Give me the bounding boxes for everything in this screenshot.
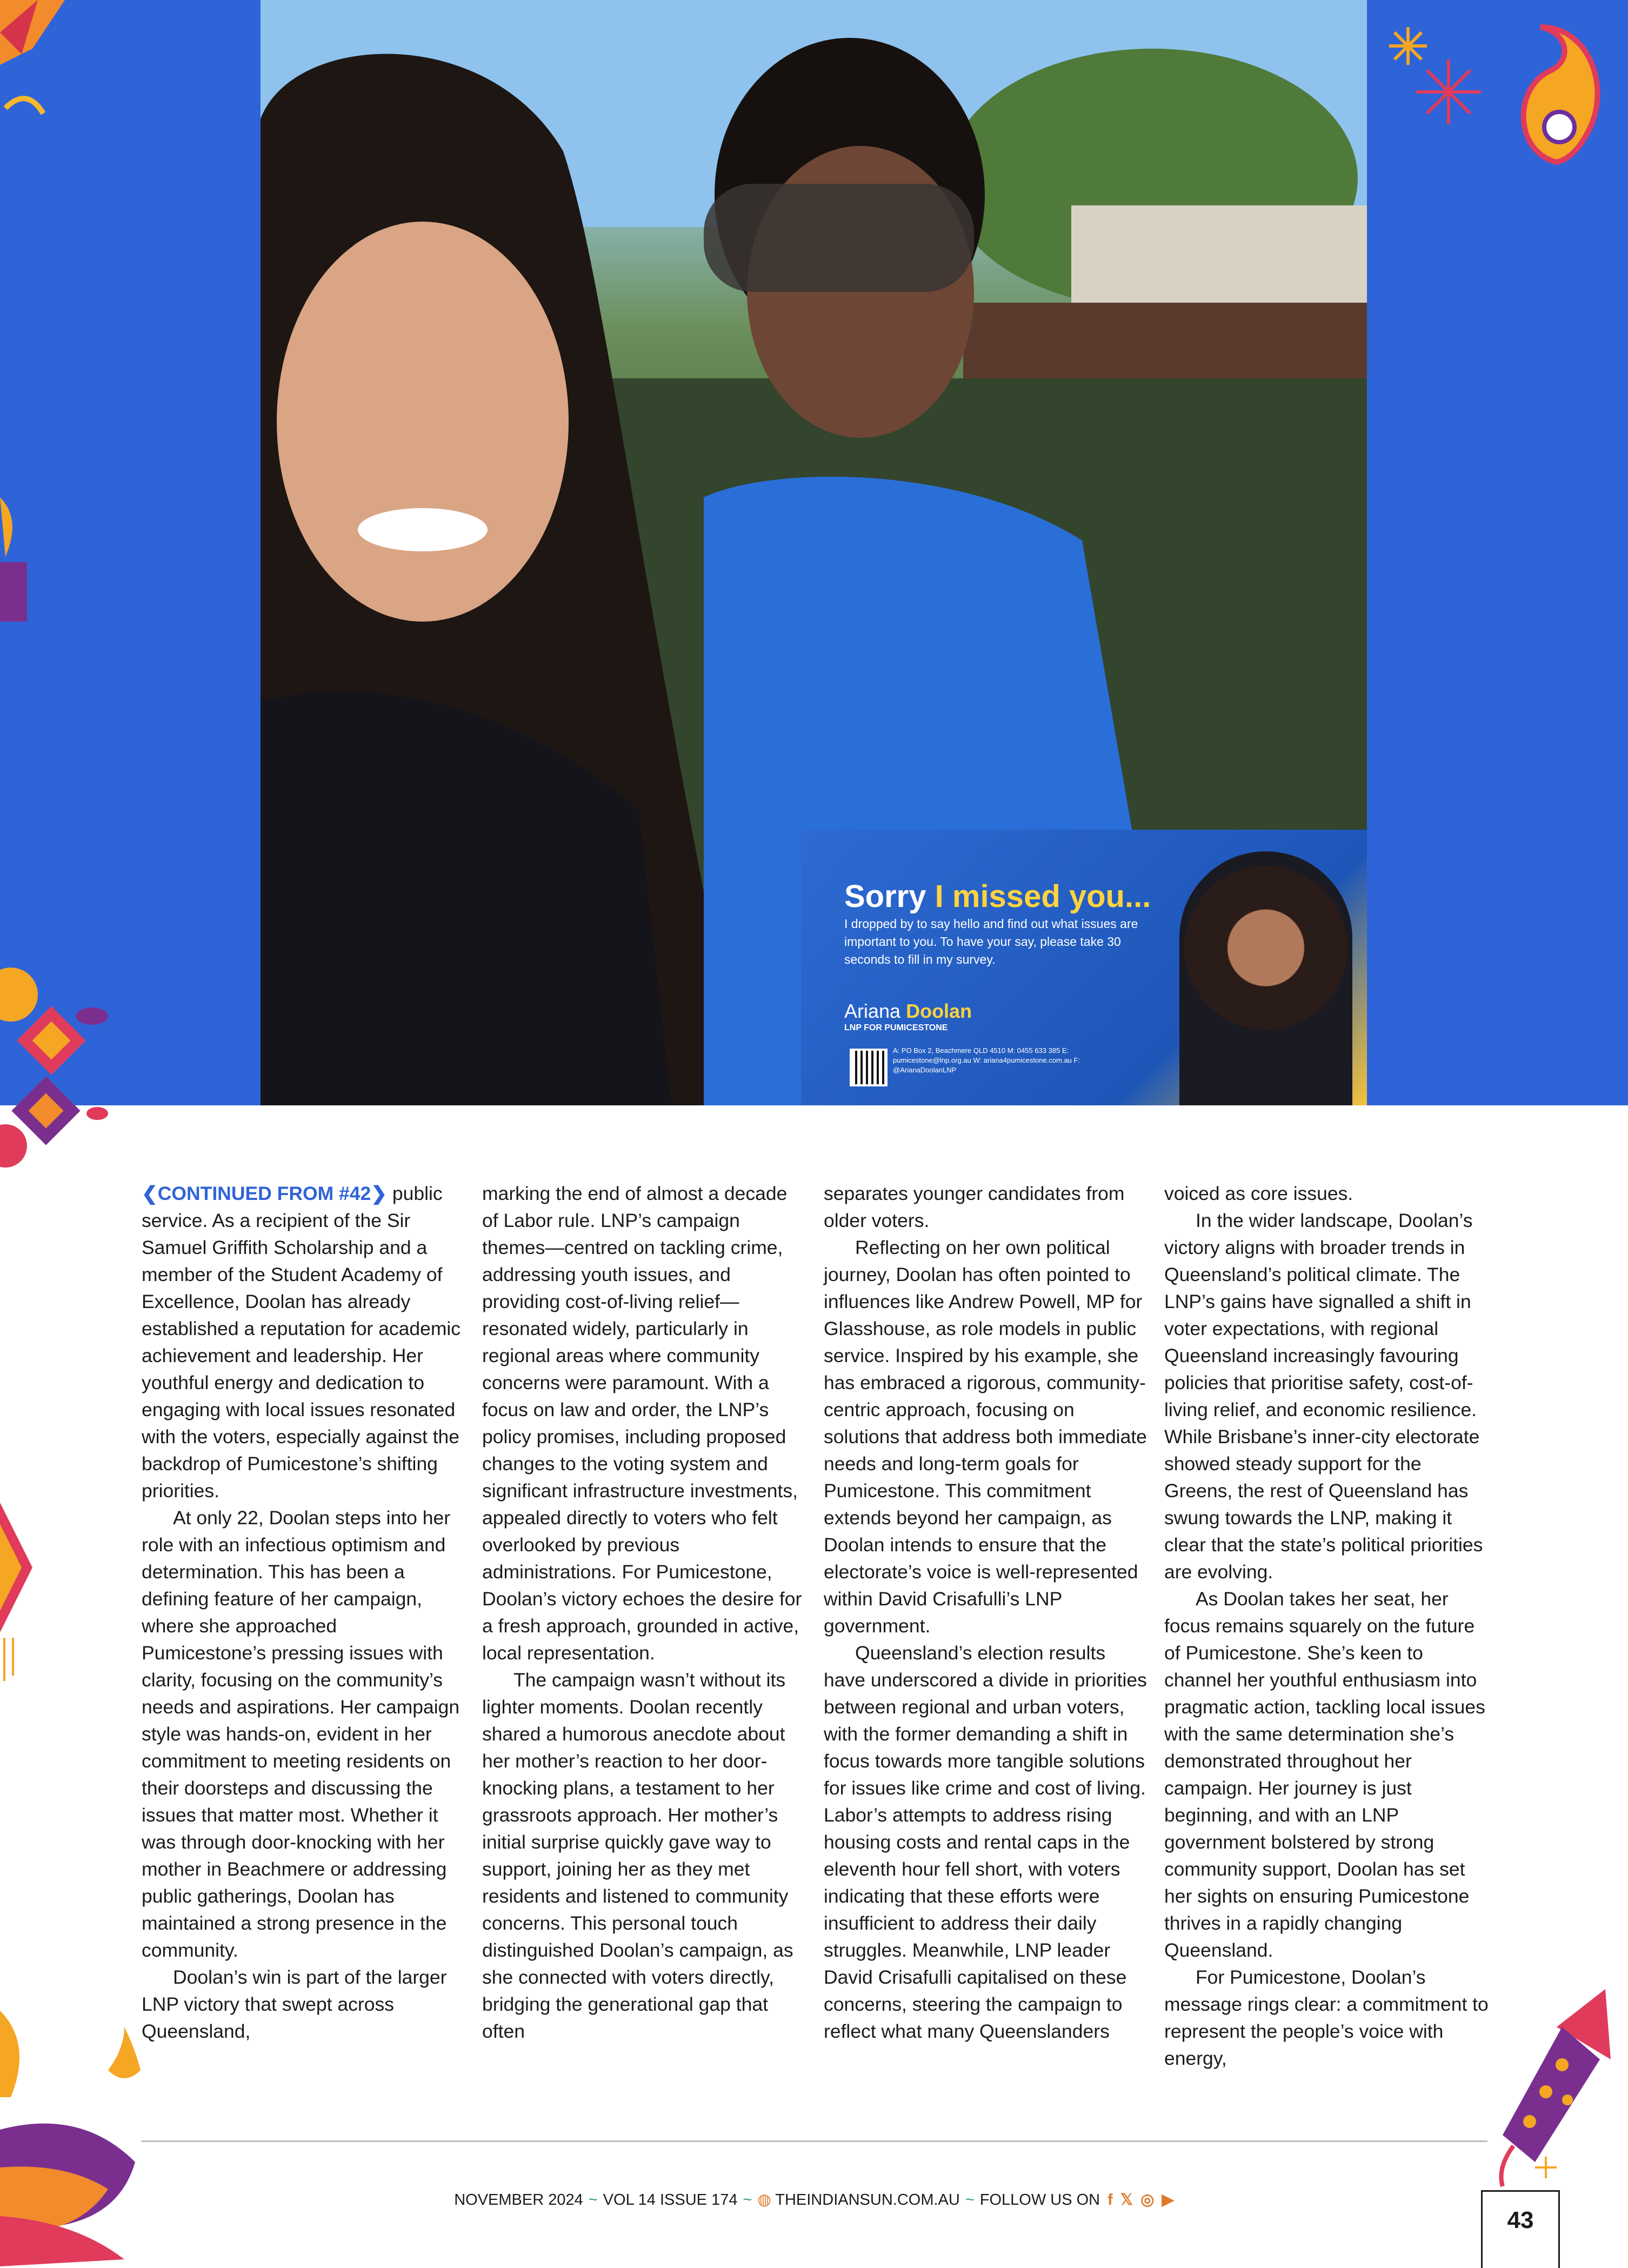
website-link[interactable]: THEINDIANSUN.COM.AU xyxy=(775,2191,960,2209)
footer-divider xyxy=(142,2140,1487,2142)
flyer-candidate-portrait xyxy=(1179,851,1352,1105)
rangoli-ornament-left xyxy=(0,951,114,1178)
lamp-ornament-left xyxy=(0,486,32,627)
paragraph: separates younger candidates from older voters. xyxy=(824,1183,1125,1231)
facebook-icon[interactable]: f xyxy=(1107,2191,1113,2209)
globe-icon: ◍ xyxy=(757,2191,776,2209)
firework-top-right xyxy=(1384,22,1481,130)
qr-code-icon xyxy=(850,1049,888,1086)
youtube-icon[interactable]: ▶ xyxy=(1162,2191,1174,2209)
article-column-3 xyxy=(824,1180,1148,2045)
lantern-ornament-left xyxy=(0,1503,43,1686)
page-number: 43 xyxy=(1507,2207,1534,2233)
diya-lamp-bottom-left xyxy=(0,1989,162,2266)
paragraph: Reflecting on her own political journey, Doolan has often pointed to influences like Andrew Powell, MP for Glasshouse, as role models in public service. Inspired by his example, she has embraced a rigorous, community-centric approach, focusing on solutions that address both immediate needs and long-term goals for Pumicestone. This commitment extends beyond her campaign, as Doolan intends to ensure that the electorate’s voice is well-represented within David Crisafulli’s LNP government. xyxy=(824,1237,1147,1637)
paragraph: At only 22, Doolan steps into her role with an infectious optimism and determination. This has been a defining feature of her campaign, where she approached Pumicestone’s pressing issues with clarity, focusing on the community’s needs and aspirations. Her campaign style was hands-on, evident in her commitment to meeting residents on their doorsteps and discussing the issues that matter most. Whether it was through door-knocking with her mother in Beachmere or addressing public gatherings, Doolan has maintained a strong presence in the community. xyxy=(142,1507,460,1961)
paragraph: As Doolan takes her seat, her focus remains squarely on the future of Pumicestone. She’s keen to channel her youthful enthusiasm into pragmatic action, tackling local issues with the same determination she’s demonstrated throughout her campaign. Her journey is just beginning, and with an LNP government bolstered by strong community support, Doolan has set her sights on ensuring Pumicestone thrives in a rapidly changing Queensland. xyxy=(1164,1588,1485,1961)
issue-volume: VOL 14 ISSUE 174 xyxy=(603,2191,738,2209)
paisley-icon xyxy=(1508,22,1605,168)
campaign-photo xyxy=(261,0,1367,1105)
flyer-contact: A: PO Box 2, Beachmere QLD 4510 M: 0455 633 385 E: pumicestone@lnp.org.au W: ariana4pumicestone.com.au F: @ArianaDoolanLNP xyxy=(893,1046,1080,1074)
flyer-candidate-name: Ariana Doolan xyxy=(844,1000,972,1022)
paragraph: The campaign wasn’t without its lighter moments. Doolan recently shared a humorous anecdote about her mother’s reaction to her door-knocking plans, a testament to her grassroots approach. Her mother’s initial surprise quickly gave way to support, joining her as they met residents and listened to community concerns. This personal touch distinguished Doolan’s campaign, as she connected with voters directly, bridging the generational gap that often xyxy=(482,1669,793,2042)
follow-label: FOLLOW US ON xyxy=(979,2191,1100,2209)
squiggle-icon: ~ xyxy=(588,2191,598,2209)
paragraph: For Pumicestone, Doolan’s message rings clear: a commitment to represent the people’s voice with energy, xyxy=(1164,1966,1489,2069)
flyer-body: I dropped by to say hello and find out what issues are important to you. To have your say, please take 30 seconds to fill in my survey. xyxy=(844,917,1138,966)
paragraph: Queensland’s election results have underscored a divide in priorities between regional and urban voters, with the former demanding a shift in focus towards more tangible solutions for issues like crime and cost of living. Labor’s attempts to address rising housing costs and rental caps in the eleventh hour fell short, with voters indicating that these efforts were insufficient to address their daily struggles. Meanwhile, LNP leader David Crisafulli capitalised on these concerns, steering the campaign to reflect what many Queenslanders xyxy=(824,1642,1147,2042)
page-number-box xyxy=(1481,2190,1560,2268)
flyer-title: Sorry I missed you... xyxy=(844,879,1151,914)
x-icon[interactable]: 𝕏 xyxy=(1120,2191,1133,2209)
rocket-firework-bottom-right xyxy=(1481,1984,1611,2189)
squiggle-icon: ~ xyxy=(743,2191,752,2209)
continued-from-label: ❮CONTINUED FROM #42❯ xyxy=(142,1183,387,1204)
paragraph: ❮CONTINUED FROM #42❯ public service. As a recipient of the Sir Samuel Griffith Scholarship and a member of the Student Academy of Excellence, Doolan has already established a reputation for academic achievement and leadership. Her youthful energy and dedication to engaging with local issues resonated with the voters, especially against the backdrop of Pumicestone’s shifting priorities. xyxy=(142,1183,461,1502)
article-column-1 xyxy=(142,1180,466,2045)
instagram-icon[interactable]: ◎ xyxy=(1140,2191,1155,2209)
flyer-party: LNP FOR PUMICESTONE xyxy=(844,1023,948,1032)
paragraph: In the wider landscape, Doolan’s victory aligns with broader trends in Queensland’s political climate. The LNP’s gains have signalled a shift in voter expectations, with regional Queensland increasingly favouring policies that prioritise safety, cost-of-living relief, and economic resilience. While Brisbane’s inner-city electorate showed steady support for the Greens, the rest of Queensland has swung towards the LNP, making it clear that the state’s political priorities are evolving. xyxy=(1164,1210,1483,1583)
campaign-flyer xyxy=(801,830,1367,1105)
paragraph: Doolan’s win is part of the larger LNP victory that swept across Queensland, xyxy=(142,1966,447,2042)
issue-date: NOVEMBER 2024 xyxy=(454,2191,583,2209)
paragraph: voiced as core issues. xyxy=(1164,1183,1353,1204)
diwali-ornament-top-left xyxy=(0,0,65,173)
article-column-2 xyxy=(482,1180,806,2045)
article-column-4 xyxy=(1164,1180,1489,2072)
paragraph: marking the end of almost a decade of Labor rule. LNP’s campaign themes—centred on tackling crime, addressing youth issues, and providing cost-of-living relief—resonated widely, particularly in regional areas where community concerns were paramount. With a focus on law and order, the LNP’s policy promises, including proposed changes to the voting system and significant infrastructure investments, appealed directly to voters who felt overlooked by previous administrations. For Pumicestone, Doolan’s victory echoes the desire for a fresh approach, grounded in active, local representation. xyxy=(482,1183,802,1664)
page-footer xyxy=(0,2190,1628,2209)
squiggle-icon: ~ xyxy=(965,2191,975,2209)
